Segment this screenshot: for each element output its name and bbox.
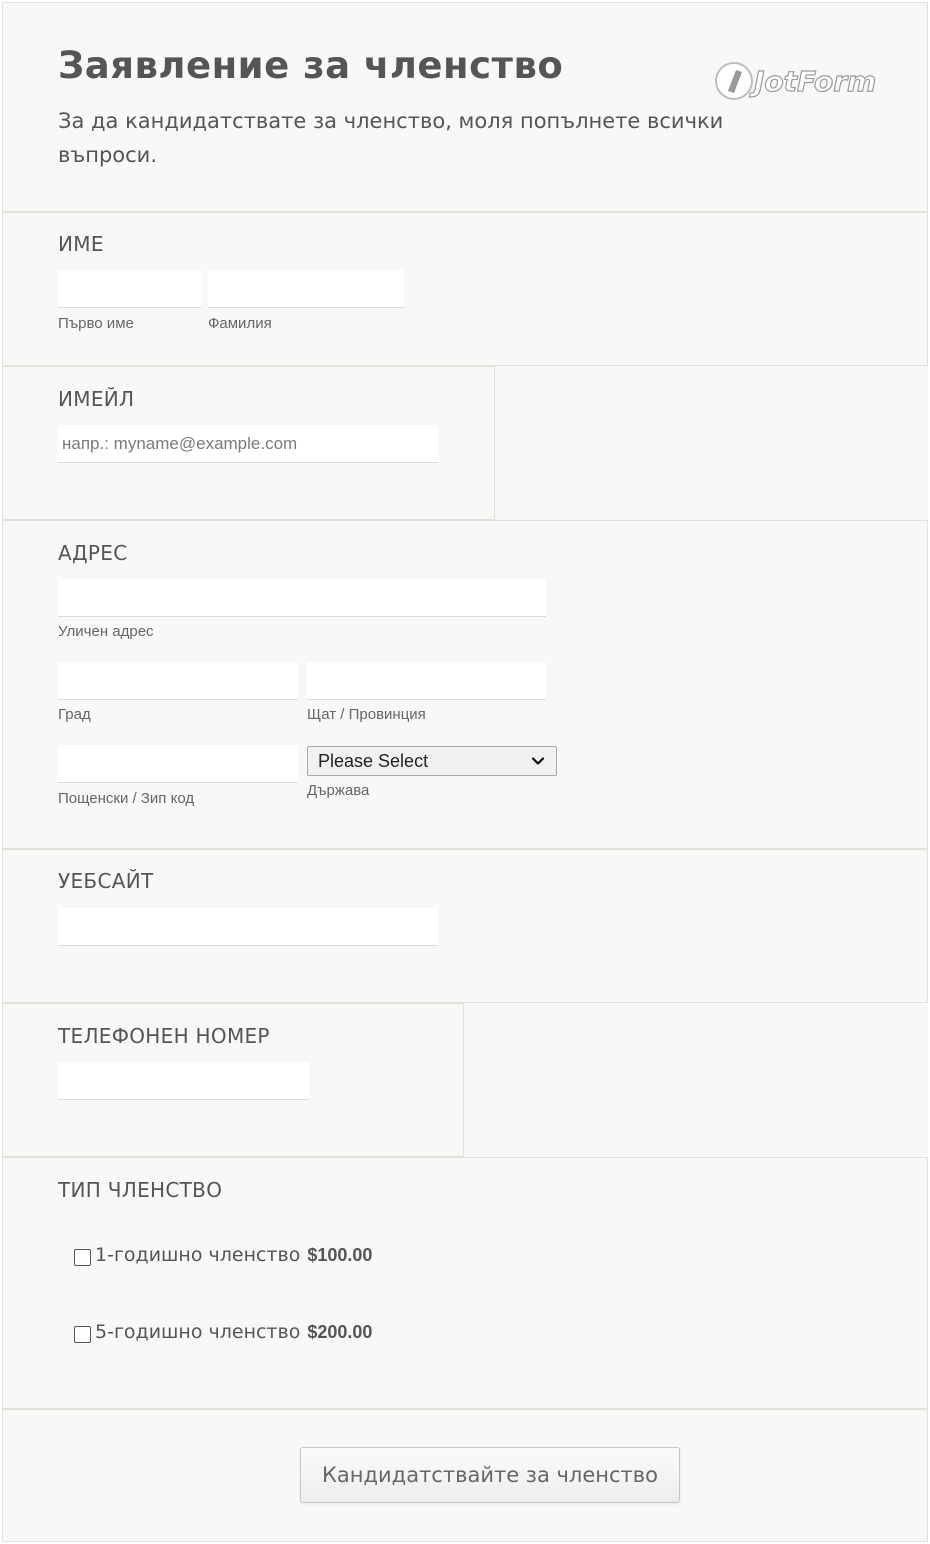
submit-button[interactable]: Кандидатствайте за членство [300,1447,680,1503]
membership-option-2-checkbox[interactable] [74,1326,91,1343]
membership-option-1-checkbox[interactable] [74,1249,91,1266]
state-input[interactable] [307,662,546,700]
first-name-sublabel: Първо име [58,315,134,332]
name-label: ИМЕ [58,232,104,256]
street-address-input[interactable] [58,579,546,617]
form-title: Заявление за членство [58,44,564,87]
membership-option-2-price: $200.00 [307,1321,373,1342]
membership-option-2-label: 5-годишно членство [95,1321,301,1343]
form-description: За да кандидатствате за членство, моля попълнете всички въпроси. [58,109,724,167]
membership-option-1[interactable] [74,1244,372,1266]
email-input[interactable] [58,425,438,463]
country-select[interactable] [307,746,557,776]
chevron-down-icon [530,753,546,769]
jotform-logo-text: JotForm [754,65,877,98]
website-input[interactable] [58,908,438,946]
email-label: ИМЕЙЛ [58,387,135,411]
membership-option-2[interactable] [74,1321,372,1343]
phone-input[interactable] [58,1062,309,1100]
state-sublabel: Щат / Провинция [307,706,426,723]
jotform-logo [714,58,884,104]
street-address-sublabel: Уличен адрес [58,623,154,640]
country-sublabel: Държава [307,782,370,799]
first-name-input[interactable] [58,270,201,308]
phone-label: ТЕЛЕФОНЕН НОМЕР [58,1024,270,1048]
country-select-value: Please Select [318,750,429,771]
city-input[interactable] [58,662,298,700]
membership-option-1-label: 1-годишно членство [95,1244,301,1266]
city-sublabel: Град [58,706,91,723]
last-name-input[interactable] [208,270,404,308]
zip-input[interactable] [58,745,298,783]
last-name-sublabel: Фамилия [208,315,272,332]
zip-sublabel: Пощенски / Зип код [58,790,195,807]
website-label: УЕБСАЙТ [58,869,154,893]
membership-option-1-price: $100.00 [307,1244,373,1265]
address-label: АДРЕС [58,541,128,565]
membership-label: ТИП ЧЛЕНСТВО [58,1178,223,1202]
